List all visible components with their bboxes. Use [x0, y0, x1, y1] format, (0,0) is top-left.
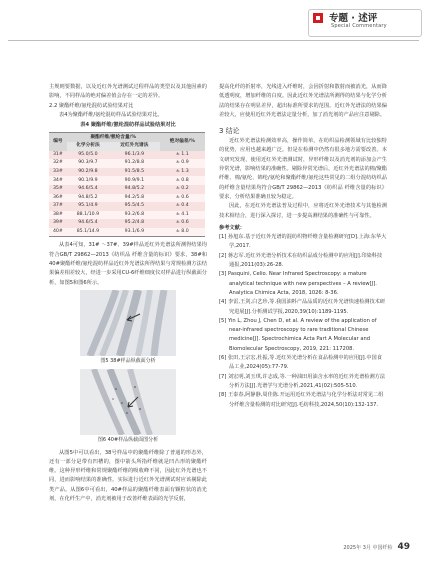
- column-logo-icon: [313, 13, 323, 23]
- figure-6-caption: 图6 40#样品纵截面图分析: [97, 437, 159, 444]
- table-row: 33# 90.2/9.8 91.5/8.5 ± 1.3: [49, 168, 205, 177]
- table-row: 40# 85.1/14.9 93.1/6.9 ± 8.0: [49, 228, 205, 237]
- paragraph: 表4为聚酯纤维/氨纶混纺样品试验结果对比。: [59, 111, 163, 118]
- figure-6-micrograph: [80, 369, 176, 435]
- paragraph: 提高化纤的折射率，光线进入纤维时，会因折射和散射而被消光，从而降低透明度，增加纤维的白度。因此近红外光谱法所测得的结果与化学分析法的结果存在明显差异，超出标准所要求的范围。近红外光谱法的结果偏差较大，应使用近红外光谱法定量分析，加了消光剂的产品应注意剔除。: [219, 84, 387, 118]
- journal-issue: 2025年 3月 中国纤检: [343, 545, 393, 551]
- col-header-chem: 化学分析法: [67, 142, 109, 151]
- right-column: [219, 83, 387, 410]
- table-row: 35# 94.6/5.4 94.8/5.2 ± 0.2: [49, 185, 205, 194]
- table-row: 36# 94.8/5.2 94.2/5.8 ± 0.6: [49, 194, 205, 203]
- paragraph: 因此，在近红外光谱法普及过程中，应将近红外光谱技术与其他检测技术相结合，进行深入探讨，进一步提高测结果的准确性与可靠性。: [219, 203, 387, 219]
- figure-5-caption: 图5 38#样品纵截面分析: [100, 357, 156, 364]
- figure-5-micrograph: [80, 290, 176, 356]
- reference-item: [4] 李雷,王剑,白艺珍,等.我国油料产品品质的近红外光谱快速检测技术研究进展[J].分析测试学报,2020,39(10):1189-1195.: [219, 299, 386, 315]
- col-header-nir: 近红外光谱法: [109, 142, 160, 151]
- paragraph: 主规则要数据，以及近红外光谱测试过程样品的类型以及其他因素的影响，不同样品的绝对偏差值会存在一定的差异。: [49, 84, 207, 100]
- col-header-abs: 绝对偏差/%: [160, 133, 205, 151]
- fiber-image: [80, 290, 176, 356]
- section-title: 2.2 聚酯纤维/氨纶混纺试验结果对比: [49, 102, 134, 109]
- paragraph: 从图5中可以看出，38号样品中的聚酯纤维除了普通的形态外，还有一部分是带有凹槽的，图中箭头所指纤维就是凹凸形的聚酯纤维。这种异形纤维和常规聚酯纤维的吸收峰不同，因此红外光谱也不同，进而影响结果的准确性。实际进行近红外光谱测试时应该剔除此类产品。从图6中可看出，40#样品的聚酯纤维表面有颗粒状的消光剂，在化纤生产中，消光剂被用于改善纤维表面的光学反射，: [49, 449, 207, 502]
- table-row: 31# 95.0/5.0 96.1/3.9 ± 1.1: [49, 151, 205, 160]
- col-header-id: 编号: [49, 133, 67, 151]
- table-row: 39# 94.6/5.4 95.2/4.8 ± 0.6: [49, 219, 205, 228]
- paragraph: 近红外光谱法检测效率高，操作简单，在纺织品检测领域有比较独特的优势，应用也越来越广泛。但是在检测中仍然有很多地方需要改善。本文研究发现，使用近红外光谱测试时，异形纤维以及消光剂的添加会产生异常光谱，影响结果的准确性。剔除异常光谱后，近红外光谱法的棉/聚酯纤维、棉/氨纶、锦纶/氨纶和聚酯纤维/氨纶这些常见的二组分混纺纺织品的纤维含量结果均符合GB/T 29862—2013《纺织品 纤维含量的标识》要求，分析结果准确且较为稳定。: [219, 138, 387, 200]
- table-row: 38# 88.1/10.9 93.2/6.8 ± 4.1: [49, 211, 205, 220]
- reference-item: [2] 蒋志军.近红外光谱分析技术在纺织品成分检测中的应用[J].印染科技通报,2011(03):26-28.: [219, 252, 383, 269]
- reference-item: [8] 王泰春,阿静静,周佳陈.开运用近红外光谱法与化学分析法对常见二组分纤维含量检测的对比研究[J].毛纺科技,2024,50(10):132-137.: [219, 392, 384, 408]
- paragraph: 从表4可知，31# ～37#、39#样品近红外光谱法所测得结果均符合GB/T 29862—2013《纺织品 纤维含量的标识》要求，38#和40#聚酯纤维/氨纶混纺样品近红外光谱法所得结果与常规检测方法结果偏差相差较大，经进一步采用CU-6纤维细度仪对样品进行纵截面分析，如图5和图6所示。: [49, 242, 207, 286]
- col-header-group: 聚酯纤维/氨纶含量/%: [67, 133, 160, 142]
- left-column: [49, 83, 207, 504]
- column-subtitle: Special Commentary: [331, 23, 387, 29]
- reference-item: [3] Pasquini, Celio. Near Infrared Spectroscopy: a mature analytical technique with new perspectives – A review[J]. Analytica Chimica Acta, 2018, 1026: 8-36.: [219, 271, 377, 296]
- section-title: 3 结论: [219, 127, 240, 136]
- references-title: 参考文献：: [219, 224, 245, 231]
- results-table: [49, 132, 205, 237]
- reference-item: [5] Yin L, Zhou J, Chen D, et al. A review of the application of near-infrared spectroscopy to rare traditional Chinese medicine[J]. Spectrochimica Acta Part A Molecular and Biomolecular Spectroscopy, 2019, 221: 117208.: [219, 317, 377, 352]
- header-divider: [8, 40, 419, 41]
- table-caption: 表4 聚酯纤维/氨纶混纺样品试验结果对比: [80, 122, 176, 129]
- fiber-image: [80, 369, 176, 435]
- page-number: 49: [397, 542, 410, 552]
- column-title: 专题 · 述评: [329, 13, 378, 24]
- reference-item: [6] 张田,王宗宏,杜振,等.近红外光谱分析在食品检测中的应用[J].中国食品工业,2024(05):77-79.: [219, 355, 382, 371]
- reference-item: [1] 孙旭东.基于近红外光谱的混纺织物纤维含量检测研究[D].上海:东华大学,2017.: [219, 234, 387, 250]
- table-row: 34# 90.1/9.9 90.9/9.1 ± 0.8: [49, 176, 205, 185]
- table-row: 32# 90.3/9.7 91.2/8.8 ± 0.9: [49, 159, 205, 168]
- reference-item: [7] 刘宏明,刘玉琪,许志成,等.一种油田用油含水率的近红外光谱检测方法分析方法[J].光谱学与光谱分析,2021,41(02):505-510.: [219, 373, 386, 389]
- table-row: 37# 95.1/4.9 95.5/4.5 ± 0.4: [49, 202, 205, 211]
- page-footer: [343, 542, 410, 552]
